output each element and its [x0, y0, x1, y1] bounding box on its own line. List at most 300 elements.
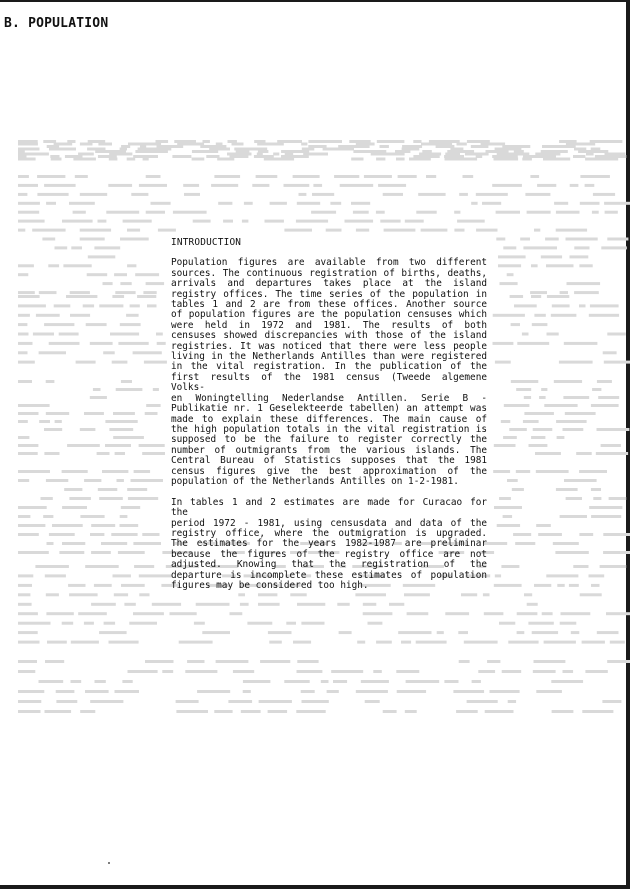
bleed-mark	[321, 680, 329, 683]
paragraph-line: registry office, where the outmigration is upgraded.	[171, 527, 487, 539]
bleed-mark	[496, 211, 520, 214]
bleed-mark	[365, 700, 380, 703]
bleed-mark	[194, 622, 205, 625]
bleed-mark	[18, 229, 25, 232]
bleed-mark	[416, 211, 436, 214]
bleed-mark	[120, 282, 131, 285]
bleed-mark	[131, 193, 148, 196]
bleed-mark	[301, 622, 324, 625]
bleed-mark	[556, 211, 580, 214]
bleed-mark	[18, 452, 38, 455]
bleed-mark	[18, 380, 32, 383]
bleed-mark	[78, 612, 107, 615]
bleed-mark	[66, 295, 97, 298]
bleed-mark	[559, 361, 593, 364]
bleed-mark	[337, 603, 349, 606]
bleed-mark	[109, 641, 139, 644]
bleed-mark	[104, 622, 116, 625]
bleed-mark	[536, 690, 562, 693]
bleed-mark	[44, 428, 62, 431]
bleed-mark	[70, 291, 90, 294]
bleed-mark	[605, 211, 618, 214]
bleed-mark	[146, 175, 161, 178]
bleed-mark	[597, 380, 612, 383]
bleed-mark	[610, 641, 625, 644]
bleed-mark	[46, 612, 73, 615]
bleed-mark	[62, 470, 88, 473]
bleed-mark	[18, 295, 40, 298]
paragraph-line: because the figures of the registry office are not	[171, 548, 487, 560]
bleed-mark	[83, 304, 94, 307]
bleed-mark	[556, 488, 578, 491]
bleed-mark	[421, 229, 448, 232]
bleed-mark	[134, 470, 151, 473]
bleed-mark	[592, 211, 599, 214]
bleed-mark	[18, 574, 33, 577]
bleed-mark	[445, 158, 478, 161]
bleed-mark	[39, 680, 64, 683]
bleed-mark	[591, 404, 619, 407]
bleed-mark	[197, 690, 230, 693]
bleed-mark	[494, 506, 522, 509]
bleed-mark	[553, 542, 579, 545]
bleed-mark	[127, 264, 136, 267]
bleed-mark	[135, 273, 159, 276]
bleed-mark	[284, 680, 309, 683]
bleed-mark	[494, 158, 519, 161]
bleed-mark	[585, 670, 607, 673]
bleed-mark	[539, 396, 546, 399]
bleed-mark	[293, 175, 320, 178]
bleed-mark	[356, 229, 369, 232]
bleed-mark	[396, 670, 419, 673]
bleed-mark	[55, 246, 68, 249]
bleed-mark	[146, 211, 165, 214]
bleed-mark	[131, 479, 164, 482]
bleed-mark	[113, 412, 135, 415]
bleed-mark	[80, 143, 93, 146]
paragraph-line: in the vital registration. In the publication of the	[171, 361, 487, 373]
bleed-mark	[517, 342, 549, 345]
bleed-mark	[555, 551, 588, 554]
bleed-mark	[240, 603, 249, 606]
bleed-mark	[268, 710, 288, 713]
bleed-mark	[444, 680, 458, 683]
bleed-mark	[142, 452, 165, 455]
bleed-mark	[538, 533, 562, 536]
bleed-mark	[501, 420, 511, 423]
bleed-mark	[103, 282, 113, 285]
bleed-mark	[405, 710, 417, 713]
bleed-mark	[18, 660, 37, 663]
bleed-mark	[573, 155, 585, 158]
bleed-mark	[18, 211, 39, 214]
bleed-mark	[487, 660, 500, 663]
paragraph-line: made to explain these differences. The main cause of	[171, 413, 487, 425]
bleed-mark	[331, 670, 363, 673]
bleed-mark	[46, 202, 56, 205]
bleed-mark	[607, 660, 630, 663]
bleed-mark	[192, 150, 218, 153]
bleed-mark	[376, 158, 385, 161]
bleed-mark	[603, 551, 630, 554]
bleed-mark	[270, 202, 287, 205]
bleed-mark	[121, 506, 140, 509]
bleed-mark	[296, 220, 328, 223]
bleed-mark	[233, 670, 254, 673]
bleed-mark	[62, 506, 87, 509]
bleed-mark	[269, 641, 282, 644]
bleed-mark	[18, 264, 34, 267]
bleed-mark	[592, 388, 601, 391]
bleed-mark	[590, 304, 619, 307]
bleed-mark	[268, 631, 292, 634]
bleed-mark	[137, 295, 156, 298]
bleed-mark	[68, 584, 85, 587]
bleed-mark	[413, 140, 421, 143]
bleed-mark	[296, 710, 325, 713]
bleed-mark	[459, 193, 468, 196]
bleed-mark	[542, 612, 553, 615]
bleed-mark	[541, 388, 547, 391]
bleed-mark	[49, 342, 80, 345]
bleed-mark	[396, 158, 405, 161]
paragraph-sources	[171, 258, 487, 487]
bleed-mark	[115, 291, 135, 294]
bleed-mark	[591, 488, 601, 491]
bleed-mark	[143, 291, 156, 294]
bleed-mark	[18, 361, 35, 364]
bleed-mark	[18, 436, 29, 439]
bleed-mark	[607, 333, 626, 336]
bleed-mark	[529, 444, 548, 447]
bleed-mark	[514, 304, 537, 307]
bleed-mark	[482, 202, 501, 205]
bleed-mark	[492, 184, 522, 187]
bleed-mark	[597, 631, 619, 634]
bleed-mark	[116, 388, 143, 391]
bleed-mark	[398, 175, 417, 178]
bleed-mark	[552, 304, 570, 307]
bleed-mark	[530, 291, 547, 294]
bleed-mark	[495, 574, 501, 577]
bleed-mark	[326, 229, 342, 232]
introduction-section	[171, 238, 487, 602]
bleed-mark	[551, 314, 577, 317]
bleed-mark	[69, 593, 98, 596]
bleed-mark	[418, 193, 445, 196]
paragraph-line: tables 1 and 2 are from these offices. Another source	[171, 299, 487, 311]
bleed-mark	[127, 488, 147, 491]
bleed-mark	[112, 295, 124, 298]
bleed-mark	[123, 220, 152, 223]
bleed-mark	[323, 148, 354, 151]
bleed-mark	[284, 184, 310, 187]
bleed-mark	[111, 533, 137, 536]
bleed-mark	[64, 488, 82, 491]
bleed-mark	[593, 497, 601, 500]
bleed-mark	[94, 584, 112, 587]
bleed-mark	[62, 220, 93, 223]
bleed-mark	[98, 220, 107, 223]
bleed-mark	[554, 202, 568, 205]
bleed-mark	[534, 314, 545, 317]
bleed-mark	[120, 238, 149, 241]
bleed-mark	[544, 641, 576, 644]
bleed-mark	[232, 143, 244, 146]
paragraph-line: figures may be considered too high.	[171, 579, 369, 591]
bleed-mark	[18, 700, 41, 703]
bleed-mark	[129, 622, 157, 625]
bleed-mark	[570, 184, 579, 187]
bleed-mark	[105, 420, 137, 423]
bleed-mark	[297, 202, 320, 205]
paragraph-line: supposed to be the failure to register correctly the	[171, 434, 487, 446]
bleed-mark	[546, 574, 578, 577]
bleed-mark	[256, 175, 278, 178]
bleed-mark	[406, 680, 440, 683]
bleed-mark	[18, 333, 29, 336]
bleed-mark	[508, 641, 538, 644]
bleed-mark	[264, 158, 294, 161]
bleed-mark	[376, 211, 385, 214]
bleed-mark	[589, 506, 622, 509]
bleed-mark	[524, 396, 531, 399]
bleed-mark	[130, 304, 140, 307]
bleed-mark	[566, 238, 598, 241]
bleed-mark	[530, 175, 539, 178]
bleed-mark	[557, 436, 565, 439]
bleed-mark	[490, 690, 520, 693]
bleed-mark	[18, 479, 29, 482]
bleed-mark	[139, 593, 149, 596]
bleed-mark	[384, 229, 416, 232]
bleed-mark	[185, 670, 217, 673]
bleed-mark	[476, 229, 497, 232]
bleed-mark	[579, 264, 592, 267]
bleed-mark	[527, 211, 551, 214]
bleed-mark	[85, 565, 119, 568]
bleed-mark	[243, 680, 271, 683]
bleed-mark	[109, 158, 118, 161]
bleed-mark	[18, 515, 30, 518]
paragraph-line: Publikatie nr. 1 Geselekteerde tabellen) an attempt was	[171, 403, 487, 415]
bleed-mark	[98, 488, 118, 491]
bleed-mark	[51, 158, 62, 161]
bleed-mark	[84, 412, 104, 415]
paragraph-line: number of outmigrants from the various islands. The	[171, 444, 487, 456]
bleed-mark	[556, 420, 587, 423]
bleed-mark	[563, 428, 584, 431]
bleed-mark	[426, 175, 436, 178]
bleed-mark	[216, 660, 249, 663]
bleed-mark	[356, 690, 388, 693]
bleed-mark	[570, 255, 589, 258]
bleed-mark	[91, 524, 115, 527]
bleed-mark	[32, 229, 65, 232]
bleed-mark	[398, 631, 431, 634]
bleed-mark	[59, 551, 84, 554]
bleed-mark	[173, 211, 207, 214]
bleed-mark	[520, 238, 530, 241]
bleed-mark	[56, 690, 75, 693]
bleed-mark	[128, 670, 158, 673]
bleed-mark	[499, 622, 515, 625]
bleed-mark	[511, 380, 539, 383]
bleed-mark	[80, 229, 111, 232]
bleed-mark	[39, 291, 57, 294]
bleed-mark	[18, 612, 38, 615]
bleed-mark	[228, 700, 252, 703]
bleed-mark	[214, 710, 232, 713]
bleed-mark	[80, 193, 107, 196]
bleed-mark	[18, 506, 47, 509]
paragraph-line: registries. It was noticed that there were less people	[171, 340, 487, 352]
paragraph-line: Population figures are available from two different	[171, 257, 487, 269]
bleed-mark	[580, 175, 610, 178]
bleed-mark	[301, 690, 315, 693]
bleed-mark	[120, 515, 128, 518]
bleed-mark	[510, 295, 523, 298]
bleed-mark	[120, 323, 141, 326]
bleed-mark	[33, 333, 54, 336]
bleed-mark	[18, 342, 33, 345]
bleed-mark	[496, 238, 505, 241]
bleed-mark	[507, 479, 518, 482]
bleed-mark	[536, 470, 569, 473]
paragraph-line: of population figures are the population censuses which	[171, 309, 487, 321]
bleed-mark	[580, 202, 600, 205]
bleed-mark	[162, 670, 173, 673]
bleed-mark	[242, 220, 249, 223]
bleed-mark	[46, 479, 68, 482]
bleed-mark	[273, 153, 279, 156]
bleed-mark	[158, 229, 176, 232]
bleed-mark	[502, 670, 522, 673]
paragraph-line: period 1972 - 1981, using censusdata and data of the	[171, 517, 487, 529]
bleed-mark	[525, 193, 550, 196]
bleed-mark	[600, 565, 627, 568]
bleed-mark	[531, 264, 538, 267]
bleed-mark	[151, 202, 171, 205]
bleed-mark	[478, 670, 495, 673]
bleed-mark	[44, 452, 59, 455]
bleed-mark	[47, 641, 67, 644]
bleed-mark	[601, 444, 621, 447]
bleed-mark	[103, 351, 115, 354]
bleed-mark	[580, 593, 602, 596]
bleed-mark	[127, 229, 140, 232]
bleed-mark	[604, 361, 630, 364]
bleed-mark	[143, 158, 149, 161]
paragraph-line: sources. The continuous registration of births, deaths,	[171, 267, 487, 279]
bleed-mark	[299, 193, 307, 196]
bleed-mark	[75, 175, 88, 178]
bleed-mark	[113, 436, 144, 439]
bleed-mark	[457, 220, 485, 223]
bleed-mark	[591, 515, 621, 518]
bleed-mark	[586, 153, 594, 156]
bleed-mark	[85, 690, 109, 693]
bleed-mark	[351, 158, 363, 161]
bleed-mark	[114, 273, 127, 276]
paragraph-line: departure is incomplete these estimates of population	[171, 569, 487, 581]
bleed-mark	[513, 533, 531, 536]
bleed-mark	[214, 175, 240, 178]
paragraph-line: living in the Netherlands Antilles than were registered	[171, 351, 487, 363]
bleed-mark	[170, 612, 197, 615]
bleed-mark	[389, 603, 404, 606]
paragraph-line: the high population totals in the vital registration is	[171, 423, 487, 435]
bleed-mark	[547, 295, 569, 298]
bleed-mark	[507, 273, 514, 276]
bleed-mark	[172, 155, 191, 158]
bleed-mark	[217, 158, 234, 161]
bleed-mark	[494, 444, 516, 447]
paragraph-line: censuses showed discrepancies with those of the island	[171, 330, 487, 342]
bleed-mark	[376, 641, 392, 644]
bleed-mark	[407, 612, 429, 615]
bleed-mark	[18, 273, 28, 276]
bleed-mark	[193, 220, 211, 223]
bleed-mark	[334, 175, 359, 178]
bleed-mark	[333, 680, 347, 683]
bleed-mark	[515, 542, 535, 545]
bleed-mark	[46, 593, 59, 596]
bleed-mark	[101, 542, 127, 545]
bleed-mark	[192, 158, 205, 161]
bleed-mark	[71, 246, 82, 249]
bleed-mark	[120, 524, 139, 527]
bleed-mark	[554, 380, 582, 383]
bleed-mark	[139, 574, 172, 577]
bleed-mark	[97, 452, 110, 455]
bleed-mark	[84, 479, 101, 482]
bleed-mark	[121, 584, 145, 587]
bleed-mark	[585, 184, 595, 187]
bleed-mark	[582, 641, 605, 644]
bleed-mark	[463, 175, 474, 178]
bleed-mark	[98, 143, 112, 146]
bleed-mark	[471, 202, 477, 205]
bleed-mark	[108, 184, 132, 187]
bleed-mark	[18, 593, 30, 596]
bleed-mark	[471, 145, 489, 148]
bleed-mark	[603, 533, 630, 536]
bleed-mark	[501, 565, 519, 568]
bleed-mark	[516, 470, 530, 473]
bleed-mark	[437, 631, 444, 634]
bleed-mark	[308, 140, 342, 143]
bleed-mark	[18, 631, 38, 634]
bleed-mark	[286, 622, 296, 625]
bleed-mark	[351, 202, 370, 205]
bleed-mark	[498, 255, 526, 258]
bleed-mark	[145, 660, 174, 663]
bleed-mark	[607, 238, 628, 241]
bleed-mark	[18, 314, 30, 317]
bleed-mark	[63, 264, 91, 267]
bleed-mark	[18, 412, 39, 415]
bleed-mark	[37, 193, 68, 196]
bleed-mark	[493, 342, 514, 345]
bleed-mark	[153, 388, 159, 391]
bleed-mark	[118, 551, 145, 554]
bleed-mark	[523, 420, 539, 423]
bleed-mark	[353, 211, 369, 214]
bleed-mark	[345, 220, 374, 223]
bleed-mark	[144, 361, 167, 364]
